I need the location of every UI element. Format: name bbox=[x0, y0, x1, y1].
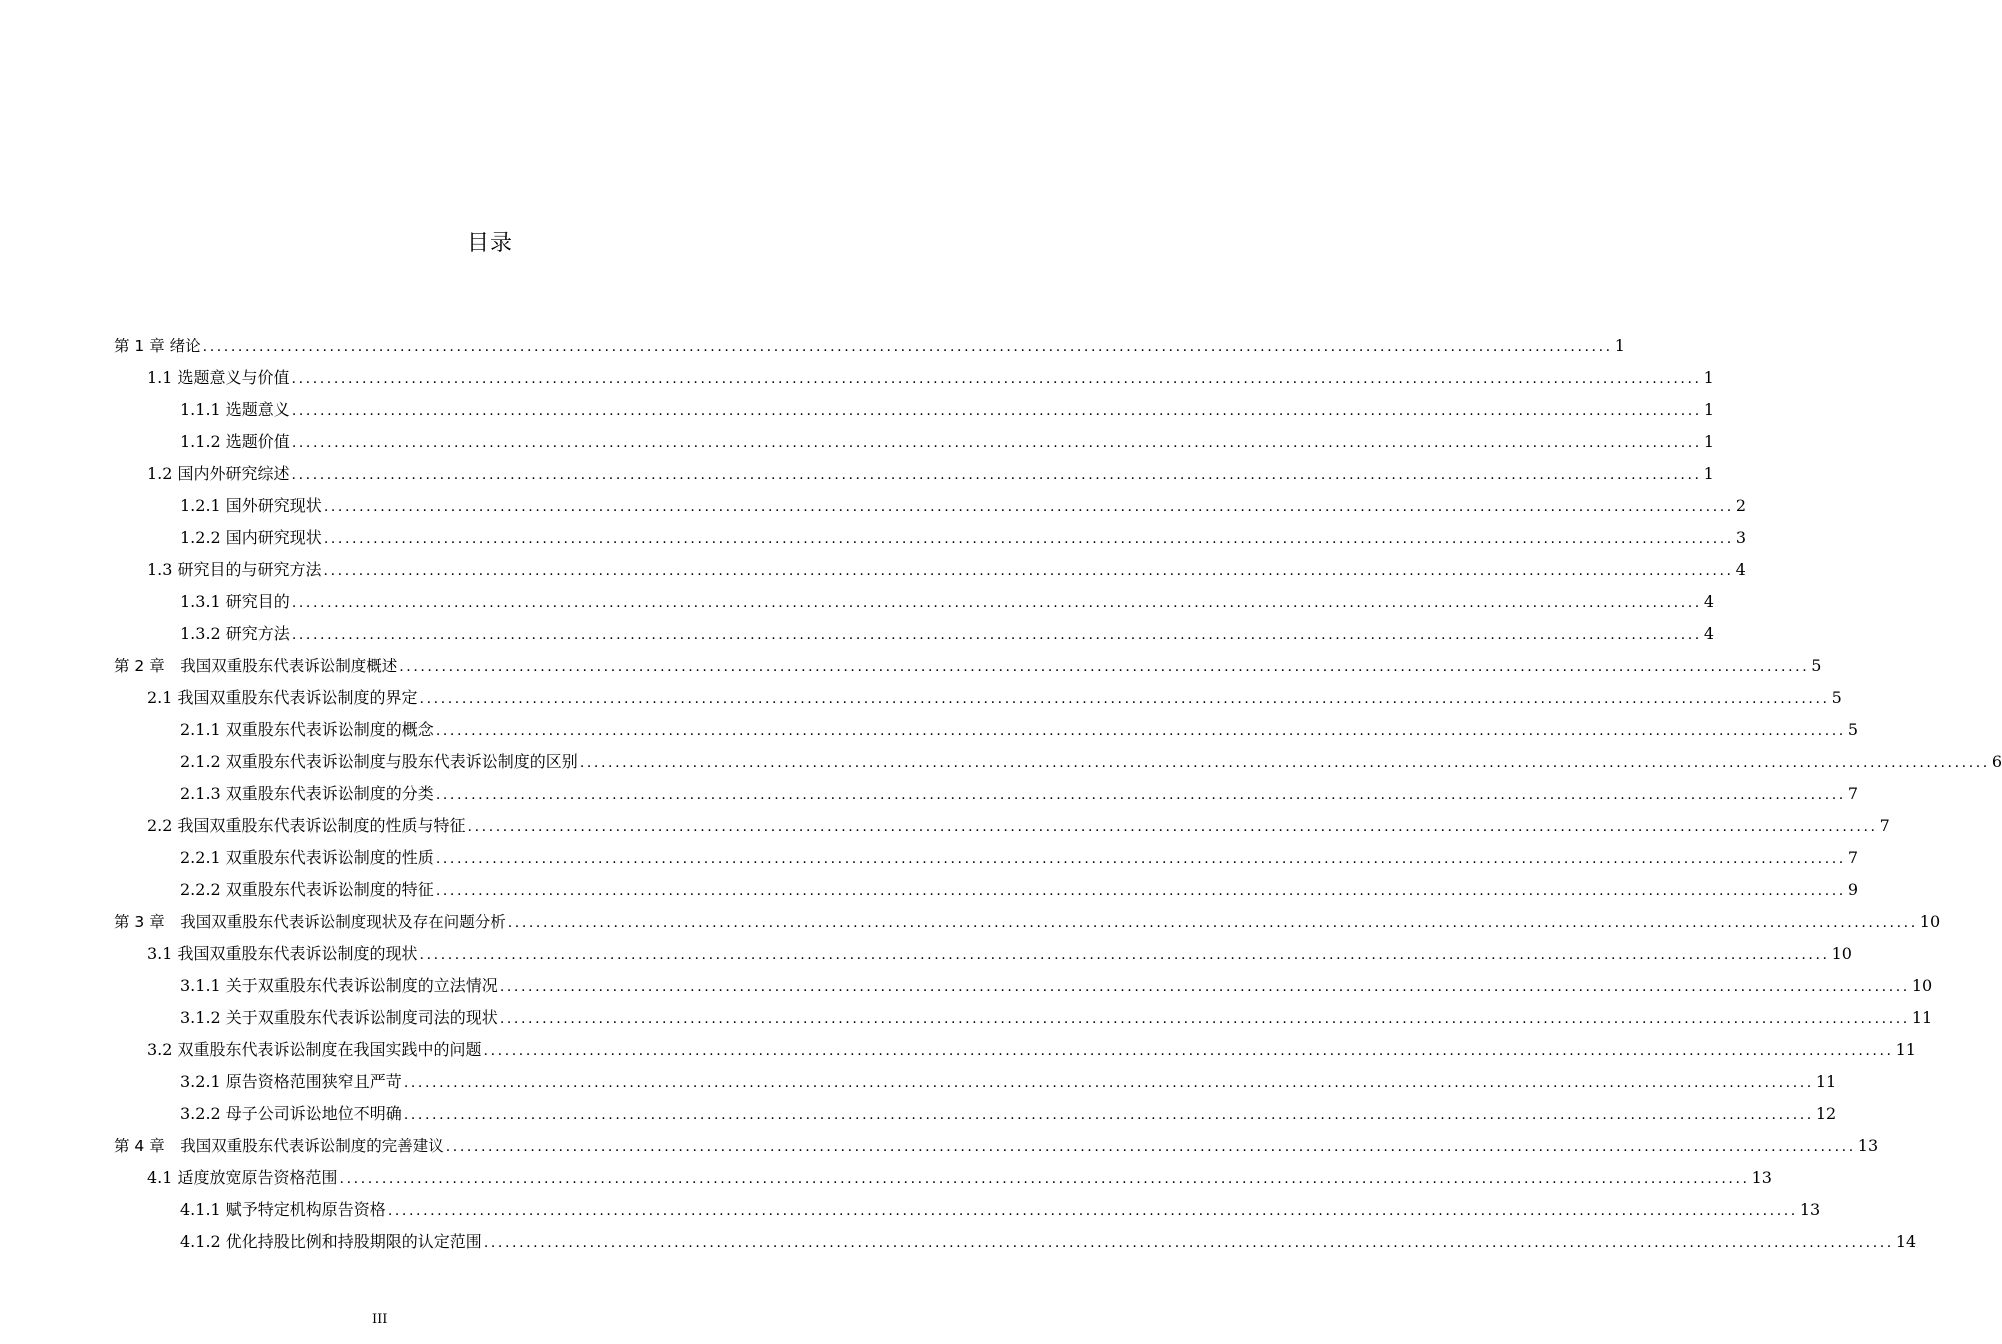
dot-leader: ........................................................................................................................................................................................................ bbox=[579, 755, 1990, 771]
toc-entry-page-number: 13 bbox=[1751, 1168, 1772, 1187]
toc-entry-label: 第 3 章 我国双重股东代表诉讼制度现状及存在问题分析 bbox=[114, 913, 506, 931]
dot-leader: ........................................................................................................................................................................................................ bbox=[435, 787, 1846, 803]
toc-entry-label: 2.2 我国双重股东代表诉讼制度的性质与特征 bbox=[147, 816, 466, 835]
page-footer-number: III bbox=[372, 1312, 388, 1327]
toc-entry-label: 第 1 章 绪论 bbox=[114, 337, 201, 355]
dot-leader: ........................................................................................................................................................................................................ bbox=[483, 1235, 1894, 1251]
toc-entry-page-number: 13 bbox=[1799, 1200, 1821, 1219]
dot-leader: ........................................................................................................................................................................................................ bbox=[435, 723, 1846, 739]
toc-entry-page-number: 5 bbox=[1831, 688, 1842, 707]
toc-entry[interactable] bbox=[114, 1194, 1821, 1226]
dot-leader: ........................................................................................................................................................................................................ bbox=[419, 691, 1830, 707]
toc-entry[interactable] bbox=[114, 522, 1747, 554]
toc-entry-page-number: 13 bbox=[1857, 1136, 1879, 1155]
toc-entry-label: 2.2.2 双重股东代表诉讼制度的特征 bbox=[180, 880, 434, 899]
toc-entry-label: 1.1 选题意义与价值 bbox=[147, 368, 290, 387]
dot-leader: ........................................................................................................................................................................................................ bbox=[339, 1171, 1750, 1187]
toc-entry-label: 2.1 我国双重股东代表诉讼制度的界定 bbox=[147, 688, 418, 707]
dot-leader: ........................................................................................................................................................................................................ bbox=[291, 595, 1702, 611]
toc-entry-page-number: 4 bbox=[1735, 560, 1746, 579]
dot-leader: ........................................................................................................................................................................................................ bbox=[291, 467, 1702, 483]
dot-leader: ........................................................................................................................................................................................................ bbox=[323, 563, 1734, 579]
toc-entry[interactable] bbox=[114, 714, 1859, 746]
dot-leader: ........................................................................................................................................................................................................ bbox=[403, 1075, 1814, 1091]
toc-entry-page-number: 1 bbox=[1703, 400, 1715, 419]
dot-leader: ........................................................................................................................................................................................................ bbox=[435, 851, 1846, 867]
toc-entry-label: 1.2.1 国外研究现状 bbox=[180, 496, 322, 515]
toc-entry[interactable] bbox=[114, 970, 1933, 1002]
toc-entry-label: 1.2.2 国内研究现状 bbox=[180, 528, 322, 547]
toc-entry-label: 1.3 研究目的与研究方法 bbox=[147, 560, 322, 579]
toc-entry[interactable] bbox=[114, 1130, 1879, 1162]
toc-entry-page-number: 4 bbox=[1703, 624, 1715, 643]
table-of-contents bbox=[114, 330, 2002, 1258]
toc-entry-label: 3.2.1 原告资格范围狭窄且严苛 bbox=[180, 1072, 402, 1091]
toc-entry-page-number: 5 bbox=[1847, 720, 1859, 739]
toc-title: 目录 bbox=[466, 231, 513, 256]
dot-leader: ........................................................................................................................................................................................................ bbox=[323, 499, 1734, 515]
toc-entry-label: 1.3.2 研究方法 bbox=[180, 624, 290, 643]
toc-entry-label: 1.3.1 研究目的 bbox=[180, 592, 290, 611]
toc-entry-page-number: 1 bbox=[1614, 336, 1625, 355]
toc-entry-page-number: 11 bbox=[1815, 1072, 1837, 1091]
toc-entry-page-number: 10 bbox=[1911, 976, 1933, 995]
toc-entry-page-number: 1 bbox=[1703, 432, 1715, 451]
toc-entry-label: 1.1.2 选题价值 bbox=[180, 432, 290, 451]
toc-entry[interactable] bbox=[114, 362, 1714, 394]
toc-entry[interactable] bbox=[114, 1002, 1933, 1034]
toc-entry[interactable] bbox=[114, 810, 1890, 842]
dot-leader: ........................................................................................................................................................................................................ bbox=[499, 979, 1910, 995]
toc-entry[interactable] bbox=[114, 906, 1941, 938]
toc-entry-page-number: 10 bbox=[1831, 944, 1852, 963]
toc-entry-page-number: 1 bbox=[1703, 464, 1714, 483]
dot-leader: ........................................................................................................................................................................................................ bbox=[467, 819, 1878, 835]
toc-entry-label: 4.1.2 优化持股比例和持股期限的认定范围 bbox=[180, 1232, 482, 1251]
toc-entry-page-number: 5 bbox=[1811, 656, 1822, 675]
toc-entry-label: 第 4 章 我国双重股东代表诉讼制度的完善建议 bbox=[114, 1137, 444, 1155]
toc-entry-label: 3.1 我国双重股东代表诉讼制度的现状 bbox=[147, 944, 418, 963]
toc-entry-label: 4.1 适度放宽原告资格范围 bbox=[147, 1168, 338, 1187]
dot-leader: ........................................................................................................................................................................................................ bbox=[399, 659, 1810, 675]
toc-entry-label: 3.2.2 母子公司诉讼地位不明确 bbox=[180, 1104, 402, 1123]
toc-entry-label: 2.1.1 双重股东代表诉讼制度的概念 bbox=[180, 720, 434, 739]
toc-entry[interactable] bbox=[114, 778, 1859, 810]
toc-entry[interactable] bbox=[114, 330, 1625, 362]
dot-leader: ........................................................................................................................................................................................................ bbox=[387, 1203, 1798, 1219]
toc-entry-page-number: 7 bbox=[1847, 848, 1859, 867]
toc-entry-page-number: 3 bbox=[1735, 528, 1747, 547]
toc-entry[interactable] bbox=[114, 1066, 1837, 1098]
dot-leader: ........................................................................................................................................................................................................ bbox=[499, 1011, 1910, 1027]
toc-entry-label: 2.1.2 双重股东代表诉讼制度与股东代表诉讼制度的区别 bbox=[180, 752, 578, 771]
toc-entry-label: 3.1.2 关于双重股东代表诉讼制度司法的现状 bbox=[180, 1008, 498, 1027]
toc-entry[interactable] bbox=[114, 682, 1842, 714]
toc-entry[interactable] bbox=[114, 394, 1715, 426]
toc-entry[interactable] bbox=[114, 746, 2002, 778]
toc-entry-page-number: 10 bbox=[1919, 912, 1941, 931]
dot-leader: ........................................................................................................................................................................................................ bbox=[403, 1107, 1814, 1123]
dot-leader: ........................................................................................................................................................................................................ bbox=[507, 915, 1918, 931]
toc-entry-label: 2.2.1 双重股东代表诉讼制度的性质 bbox=[180, 848, 434, 867]
toc-entry-label: 4.1.1 赋予特定机构原告资格 bbox=[180, 1200, 386, 1219]
toc-entry[interactable] bbox=[114, 618, 1715, 650]
dot-leader: ........................................................................................................................................................................................................ bbox=[291, 627, 1702, 643]
dot-leader: ........................................................................................................................................................................................................ bbox=[291, 371, 1702, 387]
toc-entry-page-number: 11 bbox=[1911, 1008, 1933, 1027]
toc-entry-page-number: 1 bbox=[1703, 368, 1714, 387]
toc-entry[interactable] bbox=[114, 586, 1715, 618]
dot-leader: ........................................................................................................................................................................................................ bbox=[419, 947, 1830, 963]
toc-entry[interactable] bbox=[114, 426, 1715, 458]
dot-leader: ........................................................................................................................................................................................................ bbox=[445, 1139, 1856, 1155]
dot-leader: ........................................................................................................................................................................................................ bbox=[483, 1043, 1894, 1059]
toc-entry-label: 3.1.1 关于双重股东代表诉讼制度的立法情况 bbox=[180, 976, 498, 995]
toc-entry-page-number: 7 bbox=[1879, 816, 1890, 835]
toc-entry[interactable] bbox=[114, 650, 1822, 682]
toc-entry-page-number: 2 bbox=[1735, 496, 1747, 515]
toc-entry[interactable] bbox=[114, 1034, 1916, 1066]
dot-leader: ........................................................................................................................................................................................................ bbox=[435, 883, 1846, 899]
toc-entry[interactable] bbox=[114, 1098, 1837, 1130]
toc-entry-label: 2.1.3 双重股东代表诉讼制度的分类 bbox=[180, 784, 434, 803]
toc-entry[interactable] bbox=[114, 1162, 1772, 1194]
dot-leader: ........................................................................................................................................................................................................ bbox=[291, 403, 1702, 419]
toc-entry-page-number: 6 bbox=[1991, 752, 2002, 771]
toc-entry[interactable] bbox=[114, 874, 1859, 906]
toc-entry-page-number: 11 bbox=[1895, 1040, 1916, 1059]
toc-entry-label: 1.2 国内外研究综述 bbox=[147, 464, 290, 483]
toc-entry[interactable] bbox=[114, 842, 1859, 874]
toc-entry-label: 1.1.1 选题意义 bbox=[180, 400, 290, 419]
toc-entry[interactable] bbox=[114, 458, 1714, 490]
dot-leader: ........................................................................................................................................................................................................ bbox=[291, 435, 1702, 451]
toc-entry-label: 第 2 章 我国双重股东代表诉讼制度概述 bbox=[114, 657, 398, 675]
dot-leader: ........................................................................................................................................................................................................ bbox=[323, 531, 1734, 547]
toc-entry-page-number: 14 bbox=[1895, 1232, 1917, 1251]
toc-entry-label: 3.2 双重股东代表诉讼制度在我国实践中的问题 bbox=[147, 1040, 482, 1059]
toc-entry[interactable] bbox=[114, 1226, 1917, 1258]
toc-entry-page-number: 7 bbox=[1847, 784, 1859, 803]
dot-leader: ........................................................................................................................................................................................................ bbox=[202, 339, 1613, 355]
toc-entry-page-number: 4 bbox=[1703, 592, 1715, 611]
toc-entry[interactable] bbox=[114, 938, 1852, 970]
toc-entry-page-number: 12 bbox=[1815, 1104, 1837, 1123]
toc-entry[interactable] bbox=[114, 554, 1746, 586]
toc-entry-page-number: 9 bbox=[1847, 880, 1859, 899]
toc-entry[interactable] bbox=[114, 490, 1747, 522]
